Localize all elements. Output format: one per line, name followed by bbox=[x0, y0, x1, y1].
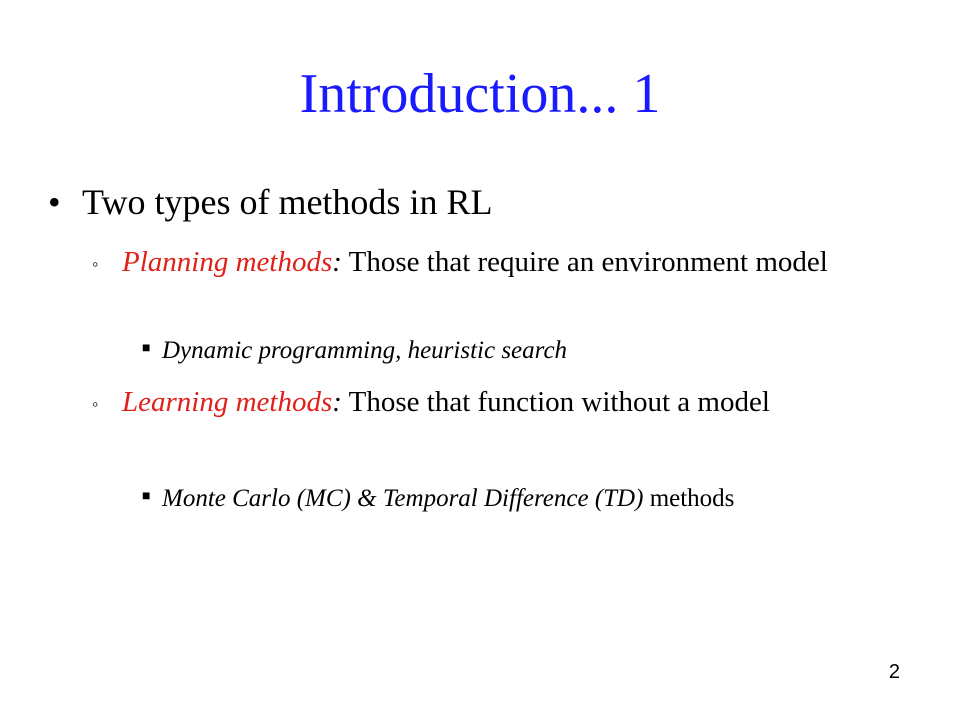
sub-bullet-learning bbox=[92, 382, 912, 422]
planning-text bbox=[122, 242, 912, 282]
detail-learning-plain: methods bbox=[643, 485, 735, 512]
planning-label: Planning methods bbox=[122, 246, 333, 278]
learning-description: Those that function without a model bbox=[341, 386, 770, 418]
square-bullet-icon: ■ bbox=[142, 341, 151, 357]
planning-description: Those that require an environment model bbox=[341, 246, 828, 278]
detail-planning bbox=[142, 334, 567, 369]
learning-colon: : bbox=[332, 386, 342, 418]
square-bullet-icon: ■ bbox=[142, 489, 151, 505]
bullet-two-types-text: Two types of methods in RL bbox=[82, 182, 493, 222]
hollow-circle-icon: ◦ bbox=[92, 394, 99, 414]
detail-learning bbox=[142, 482, 734, 517]
bullet-two-types bbox=[48, 180, 492, 224]
detail-planning-text: Dynamic programming, heuristic search bbox=[162, 337, 568, 364]
planning-colon: : bbox=[332, 246, 342, 278]
hollow-circle-icon: ◦ bbox=[92, 254, 99, 274]
slide-title: Introduction... 1 bbox=[299, 63, 661, 125]
bullet-dot-icon: • bbox=[48, 182, 61, 222]
detail-learning-italic: Monte Carlo (MC) & Temporal Difference (TD) bbox=[162, 485, 644, 512]
learning-label: Learning methods bbox=[122, 386, 333, 418]
learning-text bbox=[122, 382, 912, 422]
sub-bullet-planning bbox=[92, 242, 912, 282]
page-number: 2 bbox=[888, 661, 900, 683]
